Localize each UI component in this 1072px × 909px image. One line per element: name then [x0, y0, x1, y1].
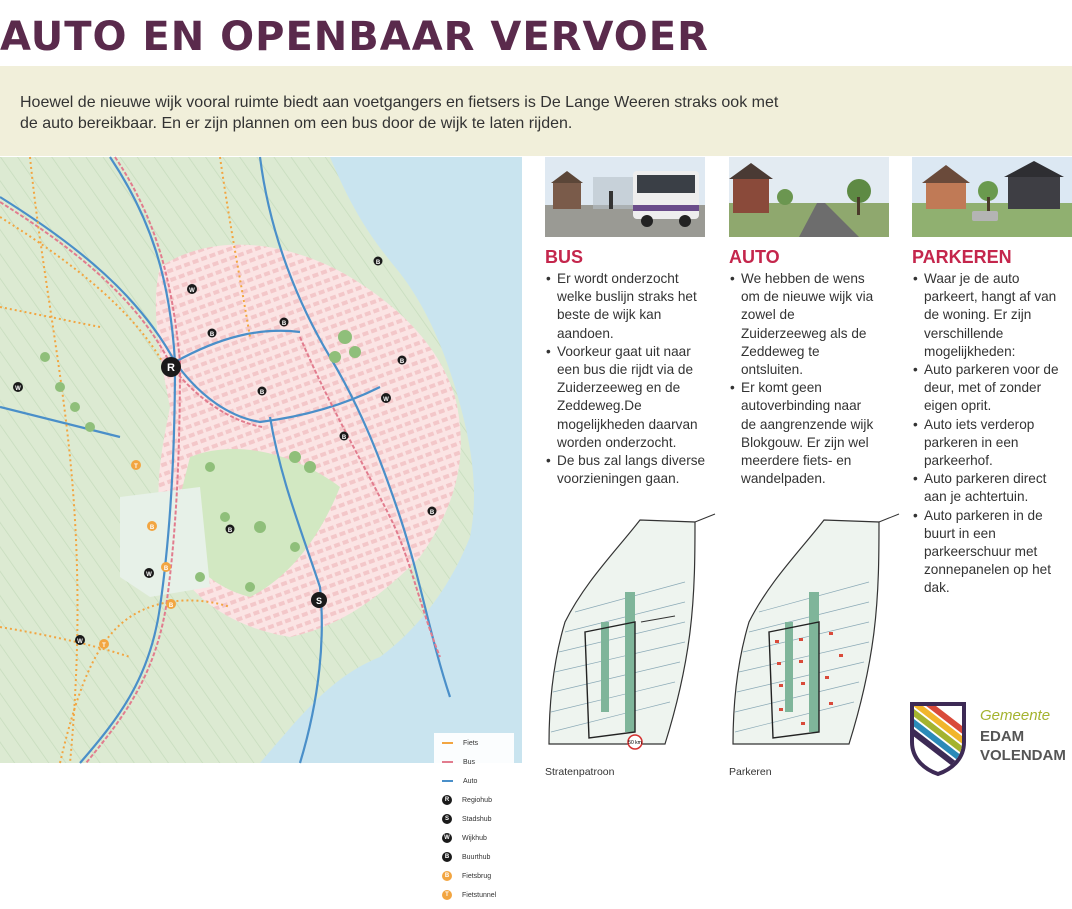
legend-fiets: [442, 737, 478, 749]
municipality-crest-icon: [910, 702, 966, 776]
speed-limit-sign: 50 km: [628, 740, 642, 746]
svg-text:W: W: [189, 288, 195, 294]
stadshub-icon: S: [442, 814, 452, 824]
auto-line-icon: [442, 780, 453, 782]
svg-text:B: B: [429, 510, 435, 516]
legend-label: Fietstunnel: [462, 891, 497, 899]
legend-fietsbrug: [442, 870, 491, 882]
svg-text:B: B: [209, 332, 215, 338]
bus-line-icon: [442, 761, 453, 763]
intro-banner: [0, 66, 1072, 156]
list-item: • Auto parkeren direct aan je achtertuin.: [912, 470, 1070, 506]
svg-text:B: B: [281, 321, 287, 327]
parkeren-photo: [912, 157, 1072, 237]
regiohub-icon: R: [442, 795, 452, 805]
svg-text:B: B: [341, 435, 347, 441]
svg-text:B: B: [149, 525, 155, 531]
auto-list: [729, 270, 879, 488]
legend-auto: [442, 775, 477, 787]
svg-text:B: B: [399, 359, 405, 365]
legend-bus: [442, 756, 475, 768]
parking-plan: [729, 512, 909, 758]
auto-photo: [729, 157, 889, 237]
svg-text:W: W: [383, 397, 389, 403]
wijkhub-icon: W: [442, 833, 452, 843]
map-graphic: [0, 157, 522, 763]
logo-volendam: VOLENDAM: [980, 747, 1066, 764]
svg-text:W: W: [146, 572, 152, 578]
fiets-line-icon: [442, 742, 453, 744]
list-item: • Auto parkeren in de buurt in een parkeerschuur met zonnepanelen op het dak.: [912, 507, 1070, 598]
page-title: AUTO EN OPENBAAR VERVOER: [0, 14, 709, 60]
bus-photo: [545, 157, 705, 237]
legend-label: Auto: [463, 777, 478, 785]
logo-edam: EDAM: [980, 728, 1025, 745]
list-item: • Waar je de auto parkeert, hangt af van de woning. Er zijn verschillende mogelijkheden:: [912, 270, 1070, 361]
map-legend: [434, 733, 514, 909]
list-item: • Auto iets verderop parkeren in een parkeerhof.: [912, 416, 1070, 471]
fietsbrug-icon: B: [442, 871, 452, 881]
auto-heading: AUTO: [729, 247, 780, 267]
svg-text:B: B: [163, 566, 169, 572]
bus-heading: BUS: [545, 247, 584, 267]
street-pattern-plan: [545, 512, 725, 758]
svg-text:S: S: [315, 596, 323, 606]
intro-text: Hoewel de nieuwe wijk vooral ruimte biedt aan voetgangers en fietsers is De Lange Weeren straks ook met de auto bereikbaar. En er zijn plannen om een bus door de wijk te laten rijden.: [20, 94, 779, 132]
parkeren-heading: PARKEREN: [912, 247, 1012, 267]
list-item: • Voorkeur gaat uit naar een bus die rijdt via de Zuiderzeeweg en de Zeddeweg.De mogelijkheden daarvan worden onderzocht.: [545, 343, 717, 452]
legend-regiohub: [442, 794, 492, 806]
list-item: • Auto parkeren voor de deur, met of zonder eigen oprit.: [912, 361, 1070, 416]
area-map: [0, 157, 522, 899]
logo-name: [980, 727, 1066, 765]
legend-label: Wijkhub: [462, 834, 487, 842]
svg-text:W: W: [77, 639, 83, 645]
legend-label: Bus: [463, 758, 476, 766]
svg-text:T: T: [134, 464, 138, 470]
legend-label: Stadshub: [462, 815, 492, 823]
list-item: • Er wordt onderzocht welke buslijn straks het beste de wijk kan aandoen.: [545, 270, 717, 343]
svg-text:B: B: [259, 390, 265, 396]
svg-text:R: R: [167, 362, 175, 374]
legend-stadshub: [442, 813, 492, 825]
buurthub-icon: B: [442, 852, 452, 862]
legend-label: Fiets: [463, 739, 479, 747]
street-pattern-caption: Stratenpatroon: [545, 766, 615, 778]
bus-list: [545, 270, 717, 488]
legend-label: Buurthub: [462, 853, 491, 861]
legend-fietstunnel: [442, 889, 496, 901]
parkeren-list: [912, 270, 1070, 598]
svg-text:B: B: [227, 528, 233, 534]
legend-buurthub: [442, 851, 490, 863]
list-item: • We hebben de wens om de nieuwe wijk via zowel de Zuiderzeeweg als de Zeddeweg te ontsluiten.: [729, 270, 879, 379]
fietstunnel-icon: T: [442, 890, 452, 900]
legend-wijkhub: [442, 832, 487, 844]
svg-text:T: T: [102, 643, 106, 649]
svg-text:B: B: [168, 603, 174, 609]
legend-label: Fietsbrug: [462, 872, 492, 880]
svg-text:B: B: [375, 260, 381, 266]
list-item: • De bus zal langs diverse voorzieningen gaan.: [545, 452, 717, 488]
list-item: • Er komt geen autoverbinding naar de aangrenzende wijk Blokgouw. Er zijn wel meerdere fiets- en wandelpaden.: [729, 379, 879, 488]
svg-text:W: W: [15, 386, 21, 392]
logo-gemeente: Gemeente: [980, 707, 1051, 724]
legend-label: Regiohub: [462, 796, 492, 804]
parking-caption: Parkeren: [729, 766, 772, 778]
